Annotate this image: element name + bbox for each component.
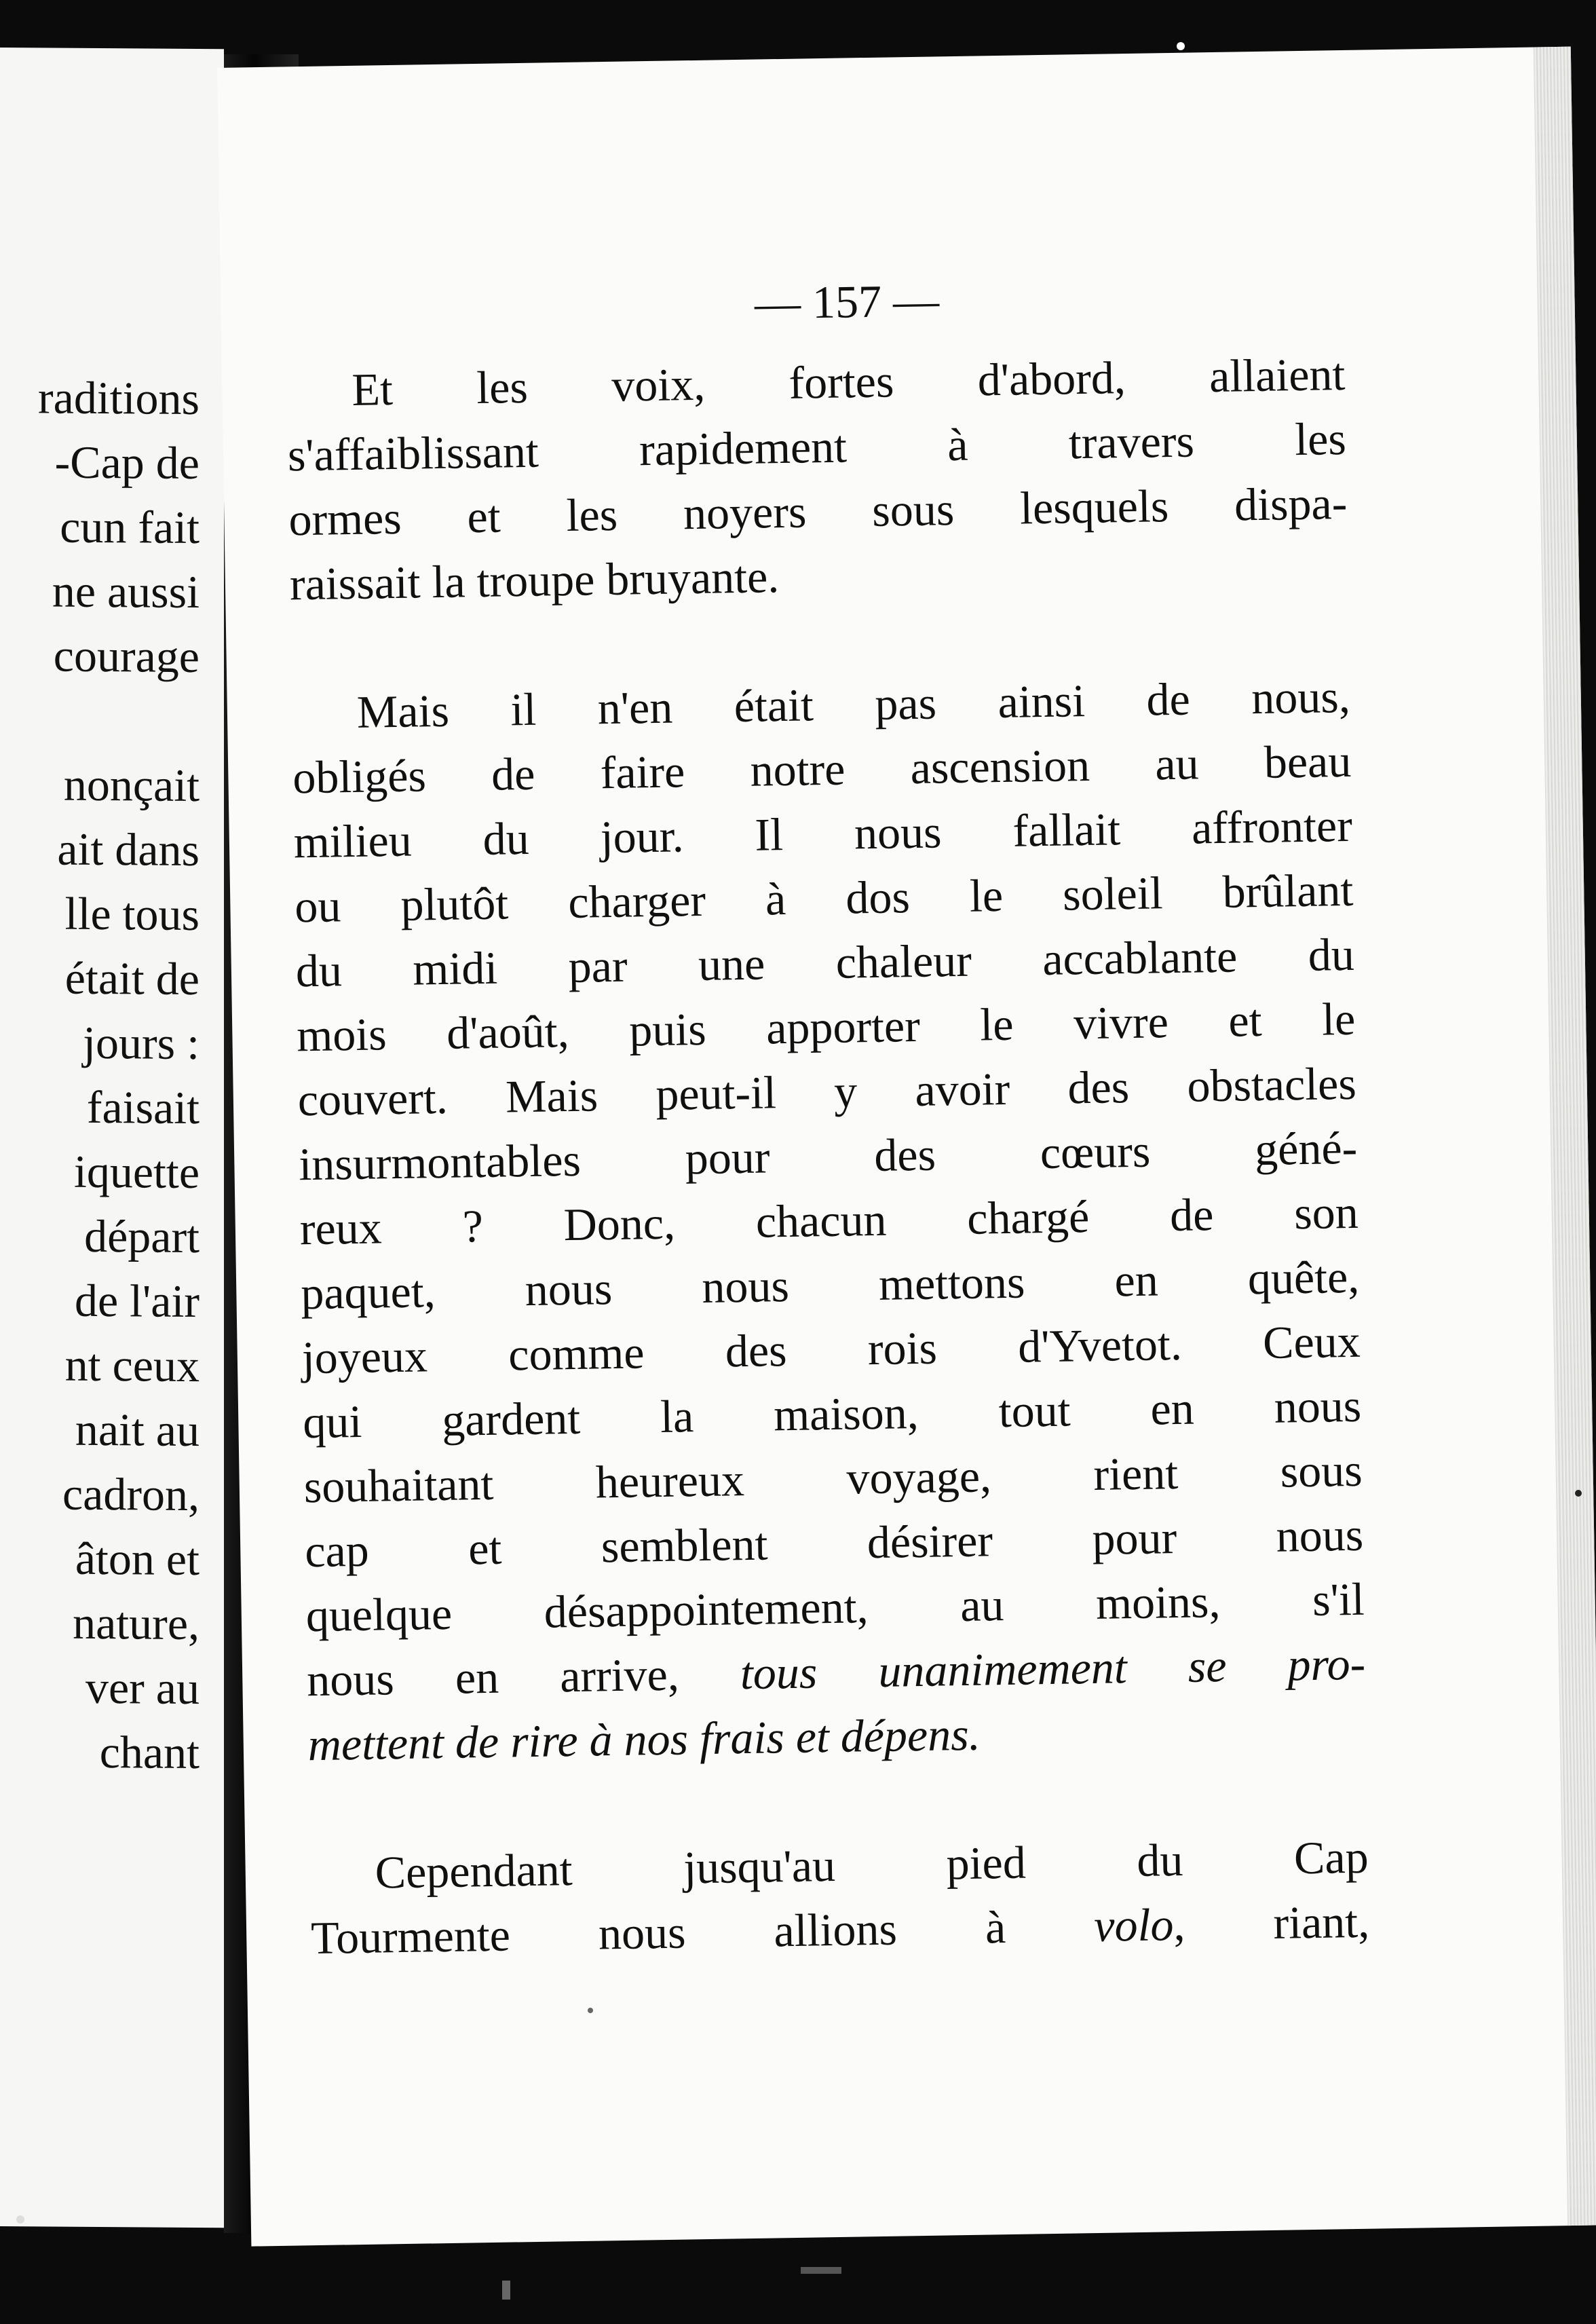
text-line: qui gardent la maison, tout en nous: [302, 1379, 1362, 1448]
left-fragment: était de: [64, 952, 200, 1005]
left-fragment: ver au: [85, 1661, 200, 1714]
left-fragment: chant: [99, 1726, 200, 1779]
text-line: raissait la troupe bruyante.: [289, 550, 780, 610]
left-fragment: de l'air: [74, 1274, 200, 1328]
text-line: insurmontables pour des cœurs géné-: [298, 1121, 1358, 1191]
text-line: cap et semblent désirer pour nous: [304, 1508, 1364, 1577]
page-number: — 157 —: [754, 274, 940, 329]
text-line: obligés de faire notre ascension au beau: [292, 734, 1352, 804]
text-line: s'affaiblissant rapidement à travers les: [287, 412, 1347, 481]
text-line: Mais il n'en était pas ainsi de nous,: [356, 670, 1351, 738]
text-line: du midi par une chaleur accablante du: [295, 928, 1355, 997]
left-fragment: raditions: [38, 371, 200, 425]
left-fragment: cadron,: [62, 1467, 200, 1521]
previous-page: [0, 48, 224, 2228]
italic-run: tous unanimement se pro-: [740, 1637, 1366, 1700]
left-fragment: ne aussi: [52, 565, 200, 618]
text-line: Et les voix, fortes d'abord, allaient: [351, 348, 1346, 415]
text-line: ou plutôt charger à dos le soleil brûlant: [294, 863, 1354, 933]
text-line: reux ? Donc, chacun chargé de son: [299, 1186, 1359, 1255]
text-line: Cependant jusqu'au pied du Cap: [375, 1831, 1369, 1898]
text-line: mois d'août, puis apporter le vivre et le: [296, 992, 1356, 1062]
left-fragment: [38, 688, 200, 753]
text-run: Tourmente nous allions à: [310, 1900, 1095, 1964]
text-line: ormes et les noyers sous lesquels dispa-: [288, 476, 1348, 546]
left-fragment: nature,: [73, 1596, 200, 1650]
text-line: milieu du jour. Il nous fallait affronter: [293, 799, 1353, 868]
italic-run: mettent de rire à nos frais et dépens.: [307, 1708, 981, 1771]
left-fragment: cun fait: [60, 500, 200, 554]
left-fragment: départ: [84, 1210, 200, 1263]
text-line: quelque désappointement, au moins, s'il: [305, 1573, 1365, 1642]
left-fragment: faisait: [86, 1081, 200, 1134]
left-fragment: iquette: [73, 1145, 200, 1199]
text-line: souhaitant heureux voyage, rient sous: [303, 1444, 1363, 1513]
left-fragment: nait au: [75, 1403, 200, 1457]
left-fragment: lle tous: [64, 887, 200, 941]
left-fragment: courage: [53, 629, 200, 683]
text-line: joyeux comme des rois d'Yvetot. Ceux: [301, 1315, 1361, 1384]
current-page: [217, 47, 1596, 2247]
left-fragment: ait dans: [57, 823, 200, 876]
italic-run: volo: [1093, 1898, 1174, 1952]
left-fragment: nonçait: [63, 758, 200, 812]
page-body: [286, 342, 1370, 1970]
left-fragment: nt ceux: [64, 1338, 200, 1392]
left-fragment: âton et: [75, 1532, 200, 1586]
previous-page-text: [38, 365, 200, 1785]
page-edge: [1534, 47, 1596, 2226]
left-fragment: jours :: [83, 1016, 200, 1070]
text-line: couvert. Mais peut-il y avoir des obstacles: [297, 1057, 1357, 1126]
text-line: paquet, nous nous mettons en quête,: [300, 1250, 1360, 1319]
text-run: nous en arrive,: [306, 1647, 741, 1706]
text-run: , riant,: [1173, 1895, 1370, 1951]
left-fragment: -Cap de: [54, 436, 200, 489]
